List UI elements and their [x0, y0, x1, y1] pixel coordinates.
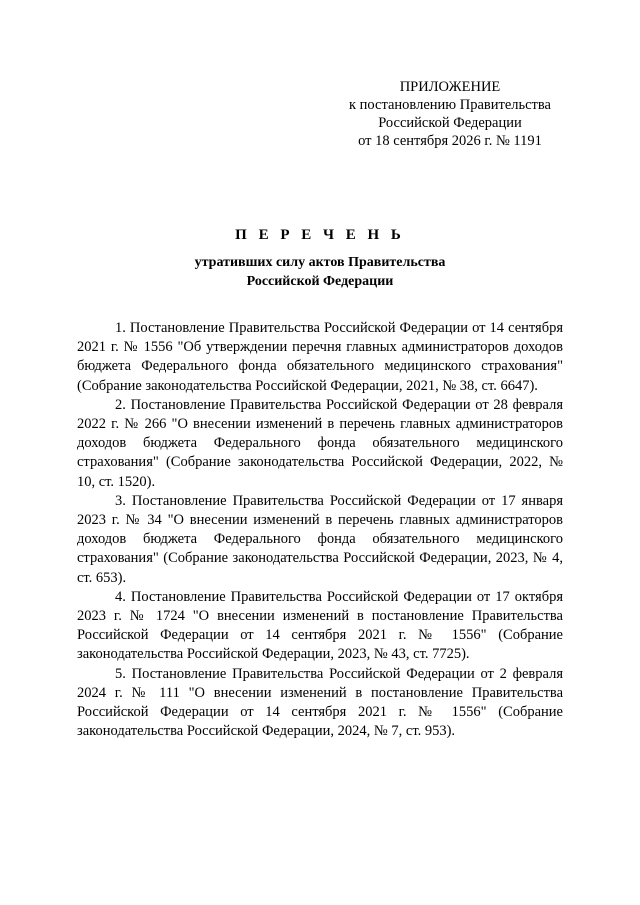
appendix-federation: Российской Федерации — [378, 115, 522, 131]
list-item: 4. Постановление Правительства Российской Федерации от 17 октября 2023 г. № 1724 "О внесении изменений в постановление Правительства Российской Федерации от 14 сентября 2021 г. № 1556" (Собрание законодательства Российской Федерации, 2023, № 43, ст. 7725). — [77, 588, 563, 663]
list-item: 2. Постановление Правительства Российской Федерации от 28 февраля 2022 г. № 266 "О внесении изменений в перечень главных администраторов доходов бюджета Федерального фонда обязательного медицинского страхования" (Собрание законодательства Российской Федерации, 2022, № 10, ст. 1520). — [77, 396, 563, 490]
subtitle-line-2: Российской Федерации — [246, 274, 394, 289]
appendix-label: ПРИЛОЖЕНИЕ — [399, 79, 501, 95]
appendix-date-number: от 18 сентября 2026 г. № 1191 — [358, 133, 542, 149]
list-item: 3. Постановление Правительства Российской Федерации от 17 января 2023 г. № 34 "О внесении изменений в перечень главных администраторов доходов бюджета Федерального фонда обязательного медицинского страхования" (Собрание законодательства Российской Федерации, 2023, № 4, ст. 653). — [77, 492, 563, 586]
document-title: П Е Р Е Ч Е Н Ь — [235, 227, 405, 243]
subtitle-line-1: утративших силу актов Правительства — [194, 255, 446, 270]
document-title-block — [60, 225, 580, 291]
acts-list — [77, 319, 563, 741]
list-item: 5. Постановление Правительства Российской Федерации от 2 февраля 2024 г. № 111 "О внесении изменений в постановление Правительства Российской Федерации от 14 сентября 2021 г. № 1556" (Собрание законодательства Российской Федерации, 2024, № 7, ст. 953). — [77, 665, 563, 740]
document-subtitle — [60, 253, 580, 291]
appendix-header — [330, 78, 570, 150]
appendix-resolution-ref: к постановлению Правительства — [349, 97, 551, 113]
list-item: 1. Постановление Правительства Российской Федерации от 14 сентября 2021 г. № 1556 "Об утверждении перечня главных администраторов доходов бюджета Федерального фонда обязательного медицинского страхования" (Собрание законодательства Российской Федерации, 2021, № 38, ст. 6647). — [77, 320, 563, 394]
